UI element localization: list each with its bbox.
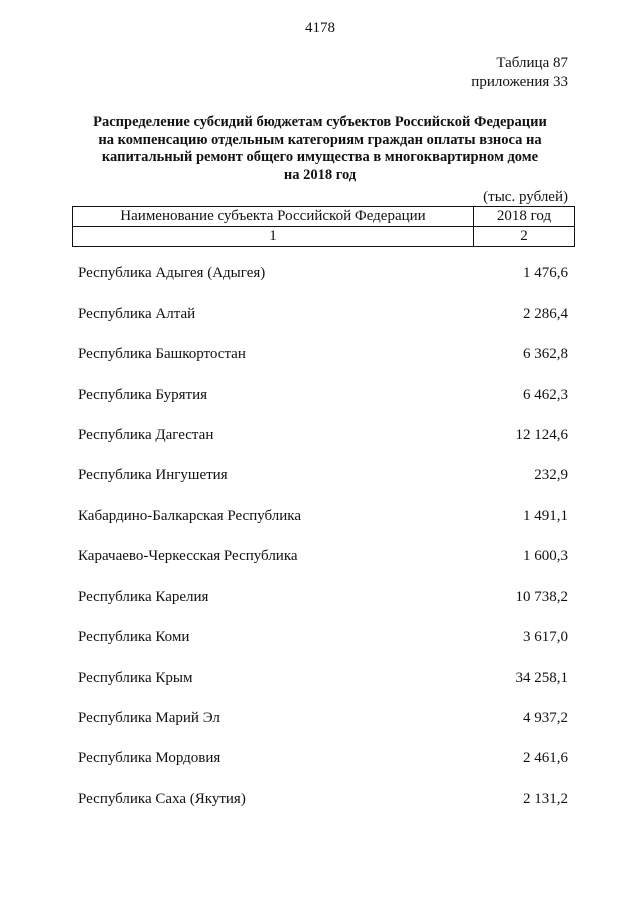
header-year: 2018 год xyxy=(474,207,575,227)
table-row xyxy=(78,265,568,285)
table-row xyxy=(78,629,568,649)
subsidy-value: 12 124,6 xyxy=(515,427,568,443)
subject-name: Карачаево-Черкесская Республика xyxy=(78,548,298,564)
table-row xyxy=(78,791,568,811)
table-row xyxy=(78,346,568,366)
table-ref-line2: приложения 33 xyxy=(471,74,568,90)
subject-name: Кабардино-Балкарская Республика xyxy=(78,508,302,524)
table-row xyxy=(78,306,568,326)
table-row xyxy=(78,710,568,730)
subject-name: Республика Марий Эл xyxy=(78,710,220,726)
title-line1: Распределение субсидий бюджетам субъектов Российской Федерации xyxy=(93,114,547,130)
subsidy-value: 1 600,3 xyxy=(523,548,568,564)
numbering-col2: 2 xyxy=(474,227,575,247)
subject-name: Республика Бурятия xyxy=(78,387,208,403)
subsidy-value: 1 476,6 xyxy=(523,265,568,281)
title-line2: на компенсацию отдельным категориям граждан оплаты взноса на xyxy=(98,131,542,148)
table-header xyxy=(72,206,575,247)
table-row xyxy=(78,427,568,447)
subsidy-value: 3 617,0 xyxy=(523,629,568,645)
page-number: 4178 xyxy=(305,20,335,36)
subject-name: Республика Мордовия xyxy=(78,750,221,766)
table-row xyxy=(78,750,568,770)
subsidy-value: 6 462,3 xyxy=(523,387,568,403)
table-row xyxy=(78,467,568,487)
subsidy-value: 10 738,2 xyxy=(515,589,568,605)
document-title xyxy=(60,114,580,184)
title-line4: на 2018 год xyxy=(283,166,357,183)
subsidy-value: 232,9 xyxy=(534,467,568,483)
header-row xyxy=(73,207,575,227)
subject-name: Республика Коми xyxy=(78,629,190,645)
subject-name: Республика Карелия xyxy=(78,589,209,605)
table-row xyxy=(78,548,568,568)
units-label: (тыс. рублей) xyxy=(483,189,568,205)
subject-name: Республика Дагестан xyxy=(78,427,214,443)
subject-name: Республика Крым xyxy=(78,670,193,686)
table-row xyxy=(78,589,568,609)
subject-name: Республика Башкортостан xyxy=(78,346,246,362)
subsidy-value: 6 362,8 xyxy=(523,346,568,362)
subsidy-value: 2 286,4 xyxy=(523,306,568,322)
subject-name: Республика Саха (Якутия) xyxy=(78,791,246,807)
subject-name: Республика Ингушетия xyxy=(78,467,228,483)
table-row xyxy=(78,387,568,407)
subsidy-value: 1 491,1 xyxy=(523,508,568,524)
title-line3: капитальный ремонт общего имущества в многоквартирном доме xyxy=(101,149,539,165)
subsidy-value: 2 461,6 xyxy=(523,750,568,766)
table-row xyxy=(78,508,568,528)
numbering-row xyxy=(73,227,575,247)
subsidy-value: 34 258,1 xyxy=(515,670,568,686)
subject-name: Республика Алтай xyxy=(78,306,196,322)
table-row xyxy=(78,670,568,690)
subsidy-value: 4 937,2 xyxy=(523,710,568,726)
subsidy-value: 2 131,2 xyxy=(523,791,568,807)
header-subject-name: Наименование субъекта Российской Федерации xyxy=(73,207,474,227)
table-reference xyxy=(471,54,568,92)
table-ref-line1: Таблица 87 xyxy=(496,55,568,71)
numbering-col1: 1 xyxy=(73,227,474,247)
subject-name: Республика Адыгея (Адыгея) xyxy=(78,265,266,281)
